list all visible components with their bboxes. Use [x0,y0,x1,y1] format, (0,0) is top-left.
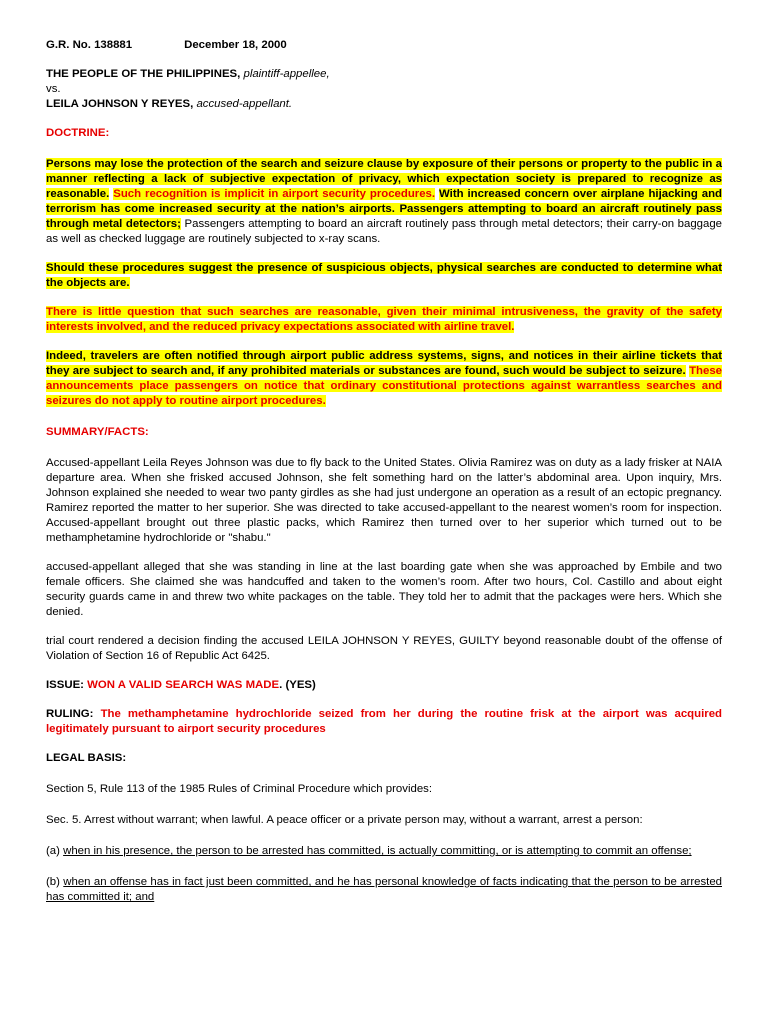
facts-paragraph-2: accused-appellant alleged that she was standing in line at the last boarding gate when she was approached by Embile and two female officers. She claimed she was handcuffed and taken to the women’s room. After two hours, Col. Castillo and about eight security guards came in and threw two white packages on the table. They told her to admit that the packages were hers. Which she denied. [46,561,722,618]
facts-paragraph-3: trial court rendered a decision finding the accused LEILA JOHNSON Y REYES, GUILTY beyond reasonable doubt of the offense of Violation of Section 16 of Republic Act 6425. [46,635,722,662]
doctrine-heading: DOCTRINE: [46,127,110,139]
accused-role: accused-appellant. [196,98,293,110]
doctrine-paragraph-1: Persons may lose the protection of the search and seizure clause by exposure of their persons or property to the public in a manner reflecting a lack of subjective expectation of privacy, which expectation society is prepared to recognize as reasonable. Such recognition is implicit in airport security procedures. With increased concern over airplane hijacking and terrorism has come increased security at the nation’s airports. Passengers attempting to board an aircraft routinely pass through metal detectors; Passengers attempting to board an aircraft routinely pass through metal detectors; their carry-on baggage as well as checked luggage are routinely subjected to x-ray scans. [46,158,723,245]
ruling-text: The methamphetamine hydrochloride seized from her during the routine frisk at the airport was acquired legitimately pursuant to airport security procedures [46,708,722,735]
plaintiff-role: plaintiff-appellee, [243,68,330,80]
case-date: December 18, 2000 [184,39,287,51]
legal-basis-heading: LEGAL BASIS: [46,752,127,764]
issue-label: ISSUE: [46,679,84,691]
accused-line [46,97,722,112]
facts-paragraph-1: Accused-appellant Leila Reyes Johnson was due to fly back to the United States. Olivia Ramirez was on duty as a lady frisker at NAIA departure area. When she frisked accused Johnson, she felt something hard on the latter’s abdominal area. Upon inquiry, Mrs. Johnson explained she needed to wear two panty girdles as she had just undergone an operation as a result of an ectopic pregnancy. Ramirez reported the matter to her superior. She was directed to take accused-appellant to the nearest women’s room for inspection. Accused-appellant brought out three plastic packs, which Ramirez then turned over to her superior which turned out to be methamphetamine hydrochloride or "shabu." [46,457,722,544]
legal-basis-paragraph-2: Sec. 5. Arrest without warrant; when lawful. A peace officer or a private person may, without a warrant, arrest a person: [46,814,643,826]
legal-basis-item-a: (a) when in his presence, the person to be arrested has committed, is actually committing, or is attempting to commit an offense; [46,845,692,857]
case-number-line [46,38,722,53]
facts-heading: SUMMARY/FACTS: [46,426,149,438]
issue-line [46,678,722,693]
versus: vs. [46,83,61,95]
issue-text: WON A VALID SEARCH WAS MADE [87,679,280,691]
doctrine-paragraph-4: Indeed, travelers are often notified through airport public address systems, signs, and notices in their airline tickets that they are subject to search and, if any prohibited materials or substances are found, such would be subject to seizure. These announcements place passengers on notice that ordinary constitutional protections against warrantless searches and seizures do not apply to routine airport procedures. [46,350,722,407]
ruling-label: RULING: [46,708,94,720]
accused-name: LEILA JOHNSON Y REYES, [46,98,194,110]
case-number: G.R. No. 138881 [46,39,133,51]
legal-basis-item-b: (b) when an offense has in fact just been committed, and he has personal knowledge of facts indicating that the person to be arrested has committed it; and [46,876,722,903]
doctrine-paragraph-3: There is little question that such searches are reasonable, given their minimal intrusiveness, the gravity of the safety interests involved, and the reduced privacy expectations associated with airline travel. [46,306,722,333]
plaintiff-line [46,67,722,82]
plaintiff-name: THE PEOPLE OF THE PHILIPPINES, [46,68,241,80]
ruling-paragraph [46,707,722,737]
issue-answer: . (YES) [279,679,316,691]
doctrine-paragraph-2: Should these procedures suggest the presence of suspicious objects, physical searches are conducted to determine what the objects are. [46,262,722,289]
legal-basis-paragraph-1: Section 5, Rule 113 of the 1985 Rules of Criminal Procedure which provides: [46,783,433,795]
